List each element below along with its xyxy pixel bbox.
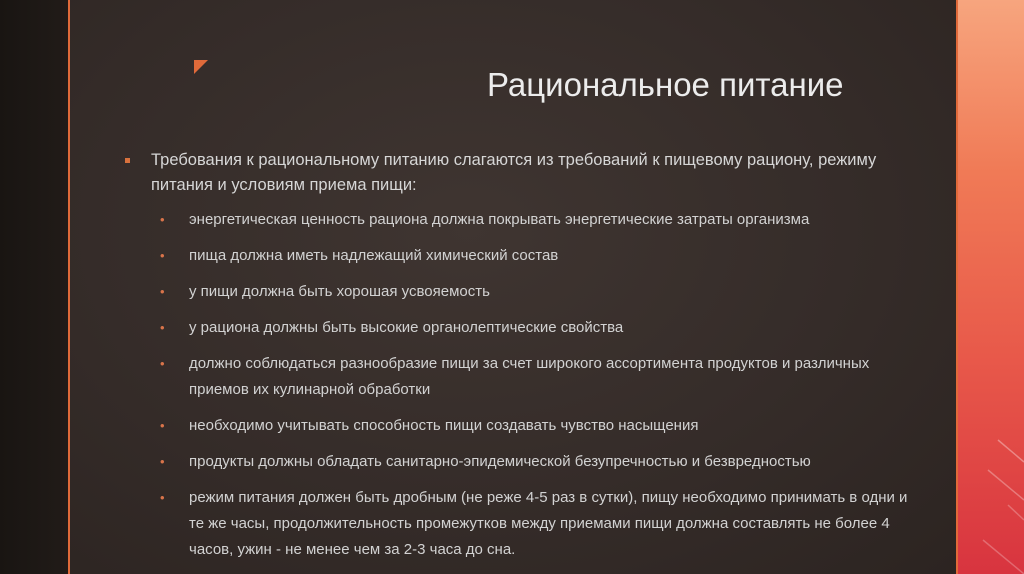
decorative-strip: [958, 0, 1024, 574]
left-background: [0, 0, 68, 574]
sub-bullet-item: [124, 315, 924, 341]
sub-bullet-item: [124, 243, 924, 269]
dot-bullet-icon: •: [160, 284, 165, 299]
sub-bullet-text: должно соблюдаться разнообразие пищи за счет широкого ассортимента продуктов и различных приемов их кулинарной обработки: [189, 355, 870, 398]
sub-bullet-item: [124, 279, 924, 305]
chevron-decoration-icon: [958, 0, 1024, 574]
dot-bullet-icon: •: [160, 212, 165, 227]
dot-bullet-icon: •: [160, 454, 165, 469]
main-bullet-text: Требования к рациональному питанию слагаются из требований к пищевому рациону, режиму питания и условиям приема пищи:: [151, 151, 877, 194]
slide-title: Рациональное питание: [487, 66, 844, 103]
dot-bullet-icon: •: [160, 490, 165, 505]
sub-bullet-text: у рациона должны быть высокие органолептические свойства: [189, 319, 624, 336]
square-bullet-icon: [125, 158, 130, 163]
dot-bullet-icon: •: [160, 356, 165, 371]
corner-triangle-icon: [194, 60, 210, 76]
sub-bullet-text: необходимо учитывать способность пищи создавать чувство насыщения: [189, 417, 699, 434]
sub-bullet-text: пища должна иметь надлежащий химический состав: [189, 247, 559, 264]
dot-bullet-icon: •: [160, 320, 165, 335]
sub-bullet-list: [124, 207, 924, 563]
slide-content: [124, 148, 924, 573]
sub-bullet-item: [124, 449, 924, 475]
main-bullet-item: [124, 148, 924, 198]
sub-bullet-item: [124, 207, 924, 233]
sub-bullet-text: у пищи должна быть хорошая усвояемость: [189, 283, 490, 300]
sub-bullet-item: [124, 485, 924, 563]
sub-bullet-text: энергетическая ценность рациона должна покрывать энергетические затраты организма: [189, 211, 810, 228]
sub-bullet-text: продукты должны обладать санитарно-эпидемической безупречностью и безвредностью: [189, 453, 811, 470]
dot-bullet-icon: •: [160, 248, 165, 263]
sub-bullet-item: [124, 351, 924, 403]
sub-bullet-text: режим питания должен быть дробным (не реже 4-5 раз в сутки), пищу необходимо принимать в одни и те же часы, продолжительность промежутков между приемами пищи должна составлять не более 4 часов, ужин - не менее чем за 2-3 часа до сна.: [189, 489, 908, 558]
sub-bullet-item: [124, 413, 924, 439]
dot-bullet-icon: •: [160, 418, 165, 433]
